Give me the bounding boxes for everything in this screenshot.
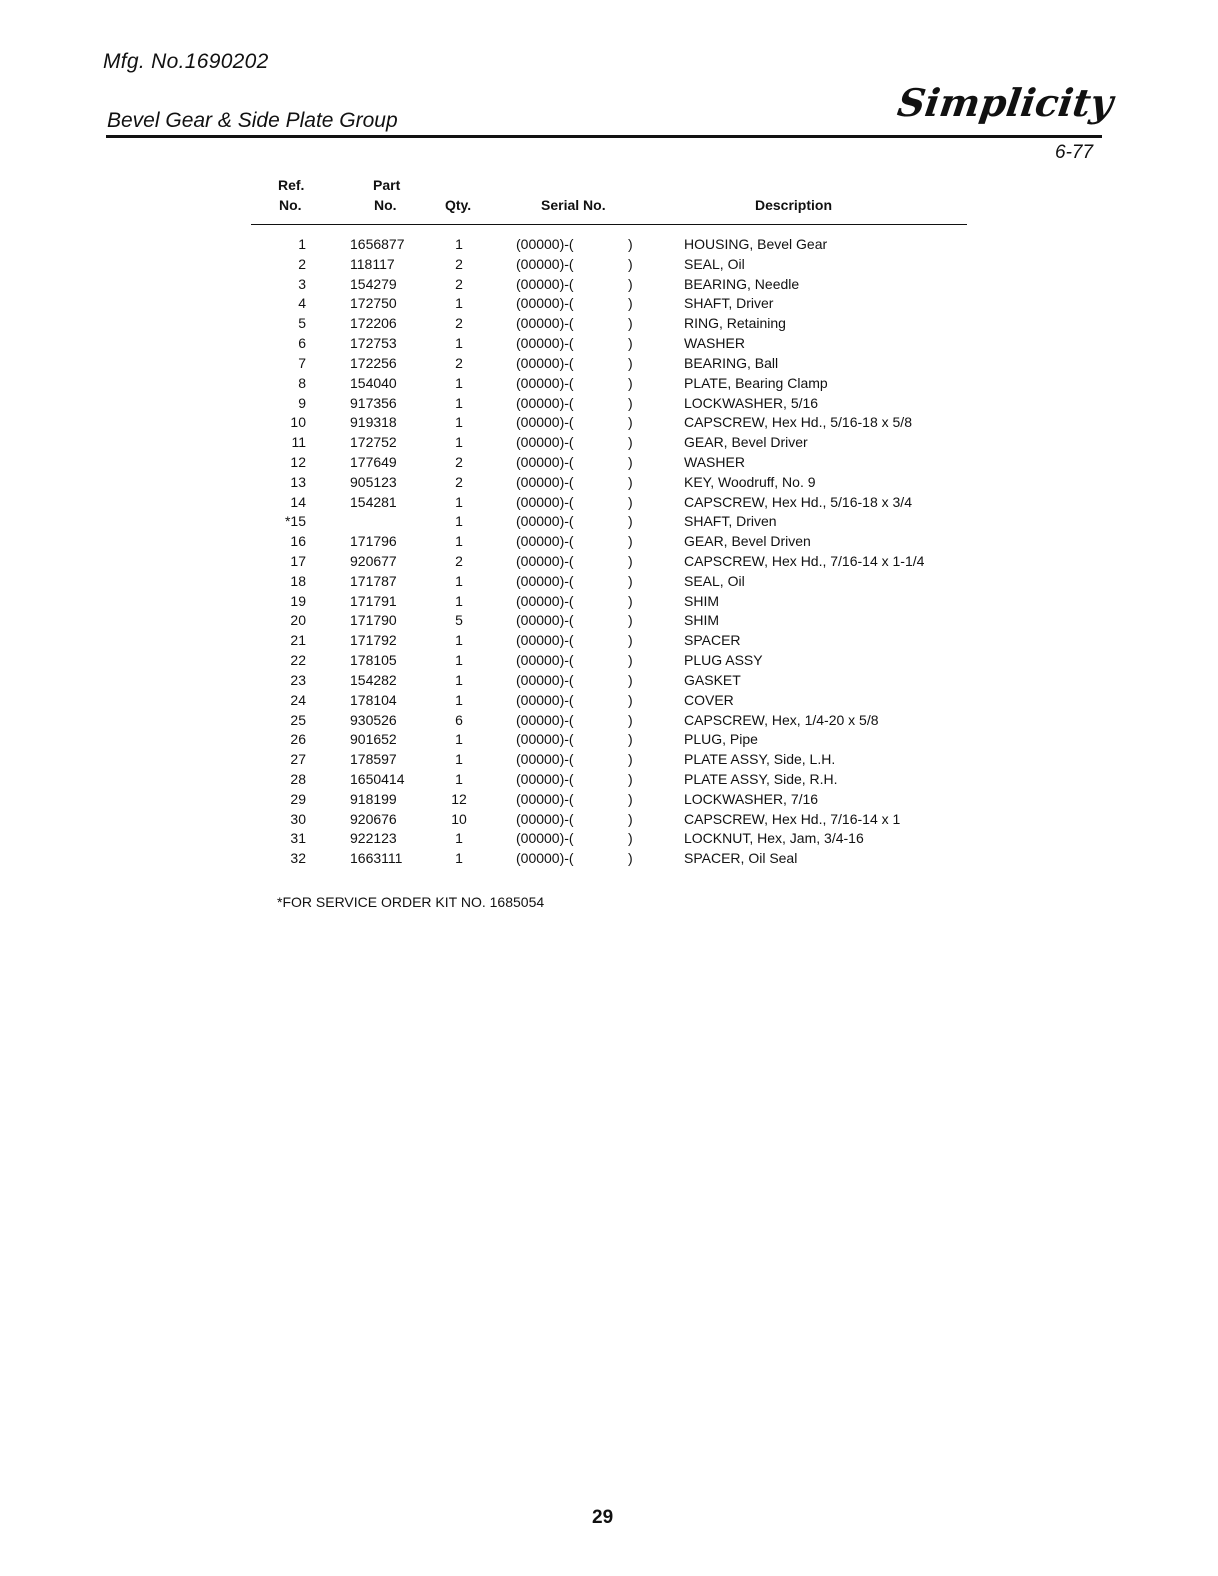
ref-no-cell: 30 <box>290 810 306 827</box>
ref-no-cell: 21 <box>290 632 306 649</box>
part-no-cell: 154040 <box>350 374 397 391</box>
description-cell: GEAR, Bevel Driven <box>684 533 811 550</box>
serial-close-cell: ) <box>628 711 633 728</box>
serial-no-cell: (00000)-( <box>516 394 574 411</box>
part-no-cell: 920677 <box>350 553 397 569</box>
table-row <box>0 552 1218 572</box>
description-cell: RING, Retaining <box>684 315 786 332</box>
part-no-cell: 172256 <box>350 354 397 371</box>
revision-date: 6-77 <box>1055 142 1094 163</box>
serial-close-cell: ) <box>628 810 633 827</box>
serial-close-cell: ) <box>628 493 633 510</box>
serial-close-cell: ) <box>628 770 633 787</box>
table-row <box>0 433 1218 453</box>
qty-cell: 1 <box>455 572 463 589</box>
serial-close-cell: ) <box>628 295 633 312</box>
serial-close-cell: ) <box>628 335 633 352</box>
table-row <box>0 334 1218 354</box>
part-no-cell: 171792 <box>350 632 397 649</box>
qty-cell: 1 <box>455 850 463 867</box>
qty-cell: 2 <box>455 354 463 371</box>
description-cell: CAPSCREW, Hex Hd., 5/16-18 x 3/4 <box>684 493 912 510</box>
serial-close-cell: ) <box>628 850 633 867</box>
brand-logo: Simplicity <box>894 80 1116 125</box>
ref-no-cell: 22 <box>290 652 306 669</box>
serial-no-cell: (00000)-( <box>516 731 574 748</box>
ref-no-cell: 8 <box>298 374 306 391</box>
description-cell: LOCKWASHER, 7/16 <box>684 790 819 807</box>
serial-close-cell: ) <box>628 731 633 748</box>
qty-cell: 1 <box>455 751 463 768</box>
part-no-cell: 178597 <box>350 751 397 768</box>
qty-cell: 2 <box>455 453 463 470</box>
qty-cell: 1 <box>455 236 463 252</box>
part-no-cell: 172750 <box>350 295 397 312</box>
ref-no-cell: 17 <box>290 553 306 569</box>
serial-close-cell: ) <box>628 354 633 371</box>
table-row <box>0 770 1218 790</box>
serial-close-cell: ) <box>628 434 633 451</box>
serial-no-cell: (00000)-( <box>516 473 574 490</box>
mfg-number: Mfg. No.1690202 <box>103 50 269 73</box>
qty-cell: 1 <box>455 632 463 649</box>
serial-no-cell: (00000)-( <box>516 612 574 629</box>
description-cell: SHAFT, Driven <box>684 513 777 530</box>
serial-close-cell: ) <box>628 612 633 629</box>
serial-no-cell: (00000)-( <box>516 632 574 649</box>
qty-cell: 1 <box>455 335 463 352</box>
table-row <box>0 711 1218 731</box>
serial-no-cell: (00000)-( <box>516 790 574 807</box>
serial-no-cell: (00000)-( <box>516 275 574 292</box>
serial-close-cell: ) <box>628 790 633 807</box>
ref-no-cell: 12 <box>290 453 306 470</box>
serial-no-cell: (00000)-( <box>516 414 574 431</box>
qty-cell: 1 <box>455 414 463 431</box>
ref-no-cell: 4 <box>298 295 306 312</box>
qty-cell: 1 <box>455 652 463 669</box>
table-row <box>0 314 1218 334</box>
serial-no-cell: (00000)-( <box>516 354 574 371</box>
qty-cell: 10 <box>451 810 467 827</box>
ref-no-cell: 28 <box>290 770 306 787</box>
part-no-cell: 178105 <box>350 652 397 669</box>
table-row <box>0 611 1218 631</box>
ref-no-cell: 25 <box>290 711 306 728</box>
qty-cell: 6 <box>455 711 463 728</box>
ref-no-cell: 18 <box>290 572 306 589</box>
ref-no-cell: 31 <box>290 830 306 847</box>
qty-cell: 5 <box>455 612 463 629</box>
ref-no-cell: 10 <box>290 414 306 431</box>
serial-no-cell: (00000)-( <box>516 711 574 728</box>
ref-no-cell: 19 <box>290 592 306 609</box>
description-cell: CAPSCREW, Hex Hd., 7/16-14 x 1-1/4 <box>684 553 925 569</box>
table-row <box>0 671 1218 691</box>
serial-no-cell: (00000)-( <box>516 592 574 609</box>
ref-no-cell: 13 <box>290 473 306 490</box>
ref-no-cell: 23 <box>290 671 306 688</box>
table-row <box>0 829 1218 849</box>
part-no-cell: 922123 <box>350 830 397 847</box>
description-cell: SPACER, Oil Seal <box>684 850 798 867</box>
table-row <box>0 354 1218 374</box>
part-no-cell: 920676 <box>350 810 397 827</box>
table-row <box>0 255 1218 275</box>
part-no-cell: 177649 <box>350 453 397 470</box>
table-row <box>0 512 1218 532</box>
part-no-cell: 917356 <box>350 394 397 411</box>
description-cell: SHAFT, Driver <box>684 295 774 312</box>
page-number: 29 <box>592 1507 614 1528</box>
description-cell: PLUG, Pipe <box>684 731 758 748</box>
description-cell: CAPSCREW, Hex, 1/4-20 x 5/8 <box>684 711 879 728</box>
description-cell: PLATE, Bearing Clamp <box>684 374 828 391</box>
ref-no-cell: 20 <box>290 612 306 629</box>
table-row <box>0 592 1218 612</box>
description-cell: HOUSING, Bevel Gear <box>684 236 828 252</box>
serial-close-cell: ) <box>628 236 633 252</box>
table-row <box>0 730 1218 750</box>
ref-no-cell: 2 <box>298 255 306 272</box>
table-row <box>0 413 1218 433</box>
qty-cell: 1 <box>455 770 463 787</box>
table-row <box>0 691 1218 711</box>
serial-close-cell: ) <box>628 374 633 391</box>
description-cell: WASHER <box>684 335 745 352</box>
serial-close-cell: ) <box>628 533 633 550</box>
serial-close-cell: ) <box>628 414 633 431</box>
column-header-part-line2: No. <box>374 197 397 213</box>
qty-cell: 1 <box>455 513 463 530</box>
table-row <box>0 790 1218 810</box>
serial-close-cell: ) <box>628 572 633 589</box>
serial-close-cell: ) <box>628 652 633 669</box>
serial-close-cell: ) <box>628 751 633 768</box>
qty-cell: 1 <box>455 295 463 312</box>
column-header-description: Description <box>755 197 833 213</box>
serial-close-cell: ) <box>628 473 633 490</box>
serial-no-cell: (00000)-( <box>516 315 574 332</box>
serial-no-cell: (00000)-( <box>516 830 574 847</box>
part-no-cell: 118117 <box>350 255 395 272</box>
serial-close-cell: ) <box>628 513 633 530</box>
description-cell: LOCKNUT, Hex, Jam, 3/4-16 <box>684 830 864 847</box>
table-row <box>0 294 1218 314</box>
ref-no-cell: 5 <box>298 315 306 332</box>
qty-cell: 1 <box>455 731 463 748</box>
part-no-cell: 905123 <box>350 473 397 490</box>
ref-no-cell: 29 <box>290 790 306 807</box>
part-no-cell: 171791 <box>350 592 397 609</box>
table-row <box>0 532 1218 552</box>
description-cell: LOCKWASHER, 5/16 <box>684 394 819 411</box>
serial-no-cell: (00000)-( <box>516 513 574 530</box>
ref-no-cell: 1 <box>298 236 306 252</box>
qty-cell: 2 <box>455 275 463 292</box>
column-header-ref-line1: Ref. <box>278 177 305 193</box>
serial-no-cell: (00000)-( <box>516 335 574 352</box>
table-row <box>0 374 1218 394</box>
part-no-cell: 172753 <box>350 335 397 352</box>
column-header-part-line1: Part <box>373 177 401 193</box>
table-row <box>0 750 1218 770</box>
qty-cell: 1 <box>455 493 463 510</box>
description-cell: COVER <box>684 691 734 708</box>
serial-close-cell: ) <box>628 275 633 292</box>
ref-no-cell: 32 <box>290 850 306 867</box>
part-no-cell: 1650414 <box>350 770 405 787</box>
part-no-cell: 919318 <box>350 414 397 431</box>
description-cell: SHIM <box>684 612 719 629</box>
table-row <box>0 493 1218 513</box>
part-no-cell: 171787 <box>350 572 397 589</box>
ref-no-cell: 7 <box>298 354 306 371</box>
ref-no-cell: 27 <box>290 751 306 768</box>
serial-close-cell: ) <box>628 315 633 332</box>
part-no-cell: 171796 <box>350 533 397 550</box>
serial-no-cell: (00000)-( <box>516 453 574 470</box>
ref-no-cell: 3 <box>298 275 306 292</box>
qty-cell: 1 <box>455 434 463 451</box>
description-cell: BEARING, Ball <box>684 354 779 371</box>
qty-cell: 1 <box>455 533 463 550</box>
description-cell: SHIM <box>684 592 719 609</box>
ref-no-cell: 14 <box>290 493 306 510</box>
qty-cell: 1 <box>455 592 463 609</box>
description-cell: GASKET <box>684 671 741 688</box>
part-no-cell: 172206 <box>350 315 397 332</box>
ref-no-cell: 16 <box>290 533 306 550</box>
table-row <box>0 394 1218 414</box>
serial-no-cell: (00000)-( <box>516 374 574 391</box>
serial-no-cell: (00000)-( <box>516 810 574 827</box>
serial-no-cell: (00000)-( <box>516 434 574 451</box>
column-header-serial: Serial No. <box>541 197 606 213</box>
serial-close-cell: ) <box>628 255 633 272</box>
qty-cell: 2 <box>455 473 463 490</box>
table-row <box>0 849 1218 869</box>
serial-close-cell: ) <box>628 671 633 688</box>
part-no-cell: 172752 <box>350 434 397 451</box>
part-no-cell: 154282 <box>350 671 397 688</box>
qty-cell: 2 <box>455 255 463 272</box>
part-no-cell: 918199 <box>350 790 397 807</box>
part-no-cell: 154279 <box>350 275 397 292</box>
parts-table <box>0 235 1218 869</box>
part-no-cell: 1656877 <box>350 236 405 252</box>
part-no-cell: 930526 <box>350 711 397 728</box>
table-row <box>0 651 1218 671</box>
table-row <box>0 473 1218 493</box>
serial-close-cell: ) <box>628 394 633 411</box>
description-cell: CAPSCREW, Hex Hd., 5/16-18 x 5/8 <box>684 414 912 431</box>
description-cell: WASHER <box>684 453 745 470</box>
description-cell: KEY, Woodruff, No. 9 <box>684 473 816 490</box>
description-cell: PLUG ASSY <box>684 652 763 669</box>
service-footnote: *FOR SERVICE ORDER KIT NO. 1685054 <box>277 894 545 910</box>
serial-close-cell: ) <box>628 453 633 470</box>
table-row <box>0 275 1218 295</box>
ref-no-cell: 6 <box>298 335 306 352</box>
qty-cell: 12 <box>451 790 467 807</box>
serial-no-cell: (00000)-( <box>516 691 574 708</box>
table-row <box>0 810 1218 830</box>
ref-no-cell: 24 <box>290 691 306 708</box>
table-row <box>0 631 1218 651</box>
column-header-rule <box>251 224 967 225</box>
serial-no-cell: (00000)-( <box>516 652 574 669</box>
description-cell: PLATE ASSY, Side, R.H. <box>684 770 838 787</box>
description-cell: SEAL, Oil <box>684 572 745 589</box>
serial-close-cell: ) <box>628 830 633 847</box>
description-cell: GEAR, Bevel Driver <box>684 434 808 451</box>
serial-no-cell: (00000)-( <box>516 236 574 252</box>
serial-no-cell: (00000)-( <box>516 770 574 787</box>
part-no-cell: 901652 <box>350 731 397 748</box>
group-title: Bevel Gear & Side Plate Group <box>107 109 398 132</box>
serial-close-cell: ) <box>628 592 633 609</box>
part-no-cell: 178104 <box>350 691 397 708</box>
serial-close-cell: ) <box>628 691 633 708</box>
description-cell: CAPSCREW, Hex Hd., 7/16-14 x 1 <box>684 810 901 827</box>
serial-no-cell: (00000)-( <box>516 553 574 569</box>
serial-close-cell: ) <box>628 632 633 649</box>
ref-no-cell: *15 <box>284 513 306 530</box>
table-row <box>0 235 1218 255</box>
ref-no-cell: 11 <box>291 434 306 451</box>
qty-cell: 1 <box>455 394 463 411</box>
ref-no-cell: 9 <box>298 394 306 411</box>
table-row <box>0 572 1218 592</box>
header-rule <box>106 135 1102 138</box>
description-cell: BEARING, Needle <box>684 275 800 292</box>
qty-cell: 2 <box>455 315 463 332</box>
qty-cell: 1 <box>455 374 463 391</box>
serial-no-cell: (00000)-( <box>516 493 574 510</box>
serial-no-cell: (00000)-( <box>516 572 574 589</box>
part-no-cell: 1663111 <box>350 850 403 867</box>
serial-no-cell: (00000)-( <box>516 751 574 768</box>
column-header-qty: Qty. <box>445 197 472 213</box>
description-cell: SPACER <box>684 632 741 649</box>
qty-cell: 1 <box>455 671 463 688</box>
ref-no-cell: 26 <box>290 731 306 748</box>
qty-cell: 1 <box>455 691 463 708</box>
description-cell: PLATE ASSY, Side, L.H. <box>684 751 836 768</box>
description-cell: SEAL, Oil <box>684 255 745 272</box>
qty-cell: 2 <box>455 553 463 569</box>
table-row <box>0 453 1218 473</box>
part-no-cell: 154281 <box>350 493 397 510</box>
serial-no-cell: (00000)-( <box>516 671 574 688</box>
serial-no-cell: (00000)-( <box>516 255 574 272</box>
column-header-ref-line2: No. <box>279 197 302 213</box>
serial-no-cell: (00000)-( <box>516 533 574 550</box>
qty-cell: 1 <box>455 830 463 847</box>
part-no-cell: 171790 <box>350 612 397 629</box>
serial-close-cell: ) <box>628 553 633 569</box>
serial-no-cell: (00000)-( <box>516 850 574 867</box>
serial-no-cell: (00000)-( <box>516 295 574 312</box>
